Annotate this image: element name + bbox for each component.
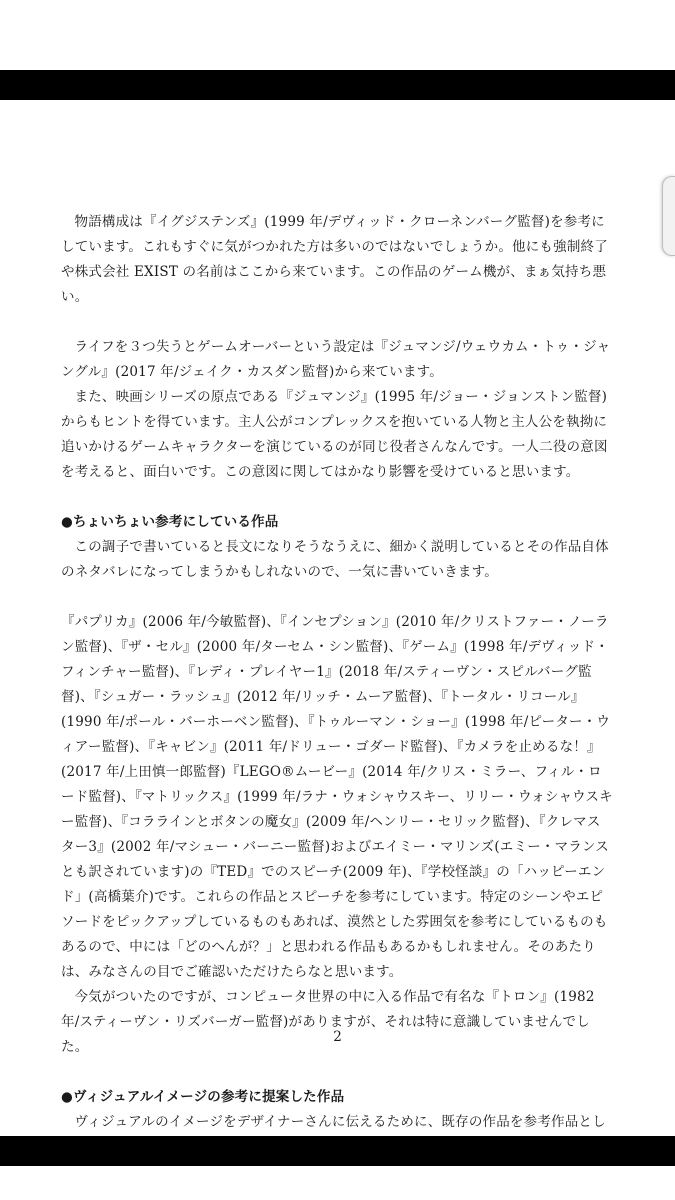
bottom-black-bar bbox=[0, 1136, 675, 1166]
paragraph: この調子で書いていると長文になりそうなうえに、細かく説明しているとその作品自体のネタバレになってしまうかもしれないので、一気に書いていきます。 bbox=[61, 539, 609, 580]
section-heading: ●ヴィジュアルイメージの参考に提案した作品 bbox=[61, 1089, 345, 1105]
document-body bbox=[61, 210, 613, 1160]
paragraph: ライフを３つ失うとゲームオーバーという設定は『ジュマンジ/ウェウカム・トゥ・ジャングル』(2017 年/ジェイク・カスダン監督)から来ています。 bbox=[61, 339, 611, 380]
paragraph-gap bbox=[61, 310, 613, 335]
page-number: 2 bbox=[333, 1029, 342, 1045]
paragraph: ヴィジュアルのイメージをデザイナーさんに伝えるために、既存の作品を参考作品とし bbox=[74, 1114, 606, 1130]
section-heading: ●ちょいちょい参考にしている作品 bbox=[61, 514, 279, 530]
scrollbar-handle[interactable] bbox=[662, 176, 675, 256]
paragraph: 今気がついたのですが、コンピュータ世界の中に入る作品で有名な『トロン』(1982 年/スティーヴン・リズバーガー監督)がありますが、それは特に意識していませんでした。 bbox=[61, 989, 595, 1055]
top-black-bar bbox=[0, 70, 675, 100]
paragraph-gap bbox=[61, 485, 613, 510]
document-page bbox=[0, 100, 675, 1136]
paragraph: また、映画シリーズの原点である『ジュマンジ』(1995 年/ジョー・ジョンストン監督)からもヒントを得ています。主人公がコンプレックスを抱いている人物と主人公を執拗に追いかけるゲームキャラクターを演じているのが同じ役者さんなんです。一人二役の意図を考えると、面白いです。この意図に関してはかなり影響を受けていると思います。 bbox=[61, 389, 608, 480]
paragraph: 物語構成は『イグジステンズ』(1999 年/デヴィッド・クローネンバーグ監督)を参考にしています。これもすぐに気がつかれた方は多いのではないでしょうか。他にも強制終了や株式会社 EXIST の名前はここから来ています。この作品のゲーム機が、まぁ気持ち悪い。 bbox=[61, 214, 608, 305]
paragraph: 『パプリカ』(2006 年/今敏監督)、『インセプション』(2010 年/クリストファー・ノーラン監督)、『ザ・セル』(2000 年/ターセム・シン監督)、『ゲーム』(1998 年/デヴィッド・フィンチャー監督)、『レディ・プレイヤー1』(2018 年/スティーヴン・スピルバーグ監督)、『シュガー・ラッシュ』(2012 年/リッチ・ムーア監督)、『トータル・リコール』(1990 年/ポール・バーホーベン監督)、『トゥルーマン・ショー』(1998 年/ピーター・ウィアー監督)、『キャビン』(2011 年/ドリュー・ゴダード監督)、『カメラを止めるな！』(2017 年/上田慎一郎監督)『LEGO®ムービー』(2014 年/クリス・ミラー、フィル・ロード監督)、『マトリックス』(1999 年/ラナ・ウォシャウスキー、リリー・ウォシャウスキー監督)、『コララインとボタンの魔女』(2009 年/ヘンリー・セリック監督)、『クレマスター3』(2002 年/マシュー・バーニー監督)およびエイミー・マリンズ(エミー・マランスとも訳されています)の『TED』でのスピーチ(2009 年)、『学校怪談』の「ハッピーエンド」(高橋葉介)です。これらの作品とスピーチを参考にしています。特定のシーンやエピソードをピックアップしているものもあれば、漠然とした雰囲気を参考にしているものもあるので、中には「どのへんが？」と思われる作品もあるかもしれません。そのあたりは、みなさんの目でご確認いただけたらなと思います。 bbox=[61, 614, 613, 980]
paragraph-gap bbox=[61, 1060, 613, 1085]
paragraph-gap bbox=[61, 585, 613, 610]
